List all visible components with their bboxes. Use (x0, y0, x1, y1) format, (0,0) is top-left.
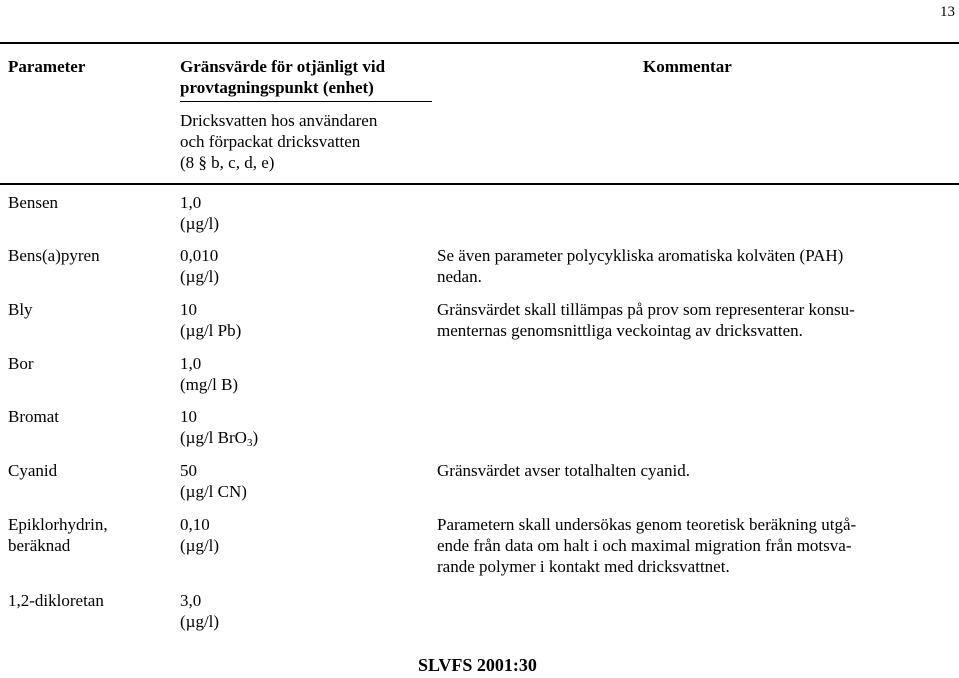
comment-line: nedan. (437, 267, 482, 286)
limit-value: 10 (180, 300, 197, 319)
footer-reference: SLVFS 2001:30 (418, 655, 537, 675)
table-row-bor-name (8, 353, 34, 374)
table-row-epiklorhydrin-comment (437, 514, 856, 577)
table-row-cyanid-comment (437, 460, 690, 481)
table-row-bromat-limit (180, 406, 258, 454)
comment-line: menternas genomsnittliga veckointag av dricksvatten. (437, 321, 803, 340)
header-subcolumn (180, 110, 377, 173)
parameter-name: 1,2-dikloretan (8, 591, 104, 610)
parameter-name: Bly (8, 300, 33, 319)
header-bottom-rule (0, 183, 959, 185)
limit-value: 3,0 (180, 591, 202, 610)
comment-line: Se även parameter polycykliska aromatiska kolväten (PAH) (437, 246, 844, 265)
header-sub-line2: och förpackat dricksvatten (180, 132, 361, 151)
header-limit-line2: provtagningspunkt (enhet) (180, 78, 374, 97)
limit-value: 1,0 (180, 193, 202, 212)
header-sub-line3: (8 § b, c, d, e) (180, 153, 275, 172)
table-row-bor-limit (180, 353, 238, 395)
limit-unit-subscript: 3 (246, 437, 253, 449)
table-row-dikloretan-limit (180, 590, 219, 632)
limit-value: 0,10 (180, 515, 210, 534)
subheader-rule (180, 101, 432, 102)
table-row-epiklorhydrin-limit (180, 514, 219, 556)
limit-unit: (µg/l) (180, 612, 220, 631)
header-limit (180, 56, 385, 98)
table-row-benspyren-name (8, 245, 100, 266)
limit-value: 10 (180, 407, 197, 426)
table-row-bly-limit (180, 299, 241, 341)
table-row-bensen-limit (180, 192, 219, 234)
limit-unit: (µg/l Pb) (180, 321, 242, 340)
table-row-epiklorhydrin-name (8, 514, 108, 556)
table-row-cyanid-name (8, 460, 57, 481)
header-comment: Kommentar (643, 57, 732, 76)
limit-unit: (µg/l) (180, 267, 220, 286)
table-row-bly-name (8, 299, 33, 320)
comment-line: Parametern skall undersökas genom teoretisk beräkning utgå- (437, 515, 857, 534)
limit-unit-tail: ) (252, 428, 259, 447)
parameter-name: Epiklorhydrin, (8, 515, 108, 534)
table-row-bromat-name (8, 406, 59, 427)
parameter-name: Cyanid (8, 461, 58, 480)
limit-value: 1,0 (180, 354, 202, 373)
parameter-name: Bensen (8, 193, 59, 212)
table-row-benspyren-limit (180, 245, 219, 287)
header-limit-line1: Gränsvärde för otjänligt vid (180, 57, 386, 76)
comment-line: ende från data om halt i och maximal migration från motsva- (437, 536, 852, 555)
parameter-name: Bens(a)pyren (8, 246, 100, 265)
limit-value: 50 (180, 461, 197, 480)
limit-unit: (mg/l B) (180, 375, 239, 394)
limit-unit: (µg/l CN) (180, 482, 247, 501)
limit-unit: (µg/l BrO (180, 428, 247, 447)
table-row-cyanid-limit (180, 460, 247, 502)
parameter-name: Bor (8, 354, 34, 373)
table-row-dikloretan-name (8, 590, 104, 611)
comment-line: rande polymer i kontakt med dricksvattnet. (437, 557, 730, 576)
top-rule (0, 42, 959, 44)
header-sub-line1: Dricksvatten hos användaren (180, 111, 378, 130)
parameter-name: Bromat (8, 407, 59, 426)
table-row-bly-comment (437, 299, 855, 341)
header-parameter: Parameter (8, 57, 86, 76)
comment-line: Gränsvärdet avser totalhalten cyanid. (437, 461, 691, 480)
comment-line: Gränsvärdet skall tillämpas på prov som representerar konsu- (437, 300, 855, 319)
limit-unit: (µg/l) (180, 536, 220, 555)
parameter-name-line2: beräknad (8, 536, 71, 555)
limit-unit: (µg/l) (180, 214, 220, 233)
table-row-benspyren-comment (437, 245, 843, 287)
limit-unit-group (180, 427, 258, 454)
page-number: 13 (940, 4, 955, 20)
limit-value: 0,010 (180, 246, 219, 265)
table-row-bensen-name (8, 192, 58, 213)
